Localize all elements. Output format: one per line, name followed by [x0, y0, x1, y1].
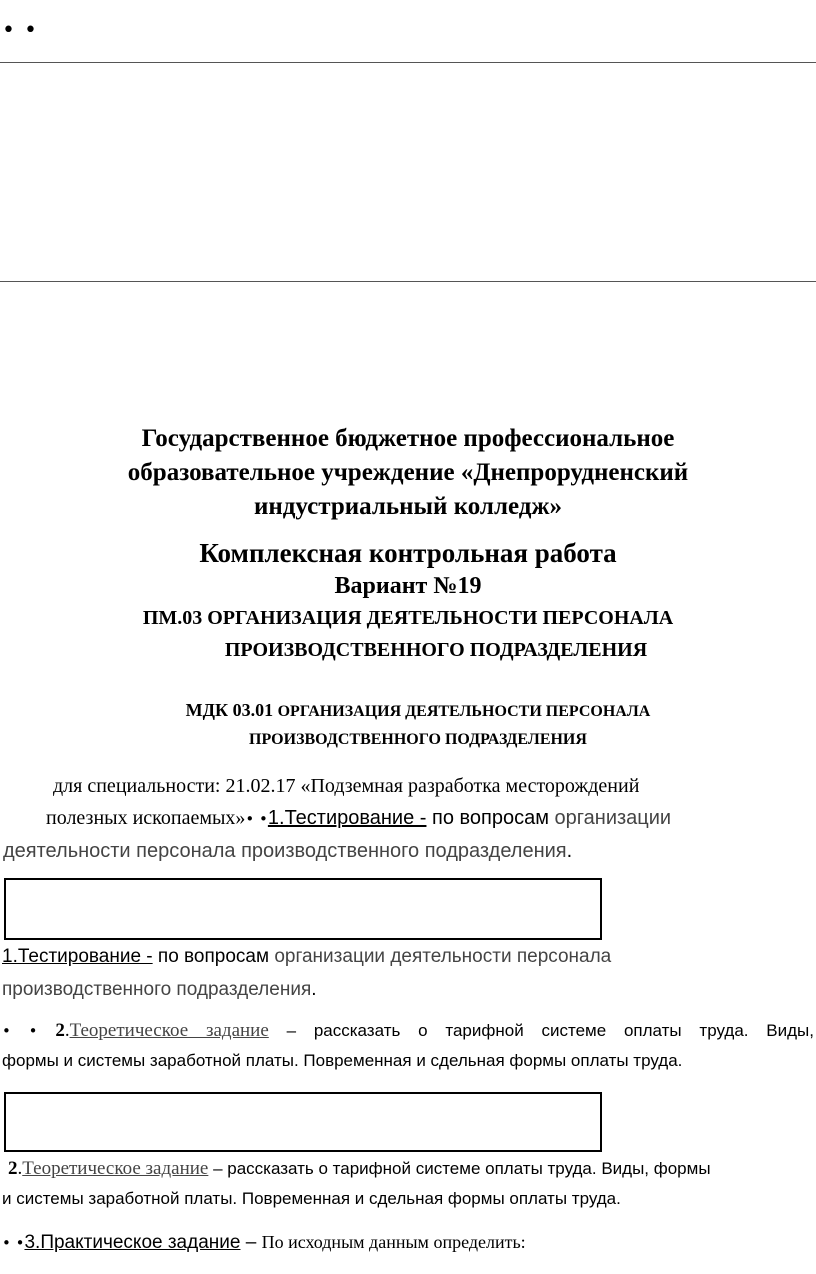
task2-text: рассказать о тарифной системе оплаты труда. Виды, — [313, 1021, 815, 1040]
period: . — [311, 979, 317, 1000]
task2-text: рассказать о тарифной системе оплаты труда. Виды, формы — [227, 1159, 711, 1178]
answer-box-2[interactable] — [4, 1092, 602, 1152]
specialty-block — [0, 770, 816, 867]
institution-line: индустриальный колледж» — [253, 493, 563, 520]
task1-repeat — [2, 940, 814, 1006]
module-title — [0, 602, 816, 666]
task1-text: по вопросам — [426, 807, 549, 829]
header-bullets: • • — [2, 18, 38, 43]
bullets: • • — [2, 1022, 38, 1040]
task2-label: Теоретическое задание — [22, 1158, 209, 1179]
mdk-name: ОРГАНИЗАЦИЯ ДЕЯТЕЛЬНОСТИ ПЕРСОНАЛА — [277, 703, 651, 720]
mdk-name-line2: ПРОИЗВОДСТВЕННОГО ПОДРАЗДЕЛЕНИЯ — [249, 731, 587, 748]
task2-number: 2 — [55, 1020, 65, 1041]
task1-label: 1.Тестирование - — [267, 807, 427, 829]
task1-text: производственного подразделения — [2, 979, 312, 1000]
mdk-title — [20, 696, 816, 754]
top-divider — [0, 62, 816, 63]
institution-name — [0, 422, 816, 524]
bullets: • • — [245, 810, 268, 828]
second-divider — [0, 281, 816, 282]
specialty-line: для специальности: 21.02.17 «Подземная разработка месторождений — [53, 775, 640, 797]
task2-repeat: 2.Теоретическое задание – рассказать о тарифной системе оплаты труда. Виды, формы и системы заработной платы. Повременная и сдельная формы оплаты труда. — [8, 1154, 814, 1214]
specialty-text: полезных ископаемых» — [46, 807, 246, 829]
task3 — [2, 1226, 814, 1259]
module-title-line: ПМ.03 ОРГАНИЗАЦИЯ ДЕЯТЕЛЬНОСТИ ПЕРСОНАЛА — [142, 607, 674, 629]
specialty-line-2 — [0, 802, 816, 835]
task3-text: По исходным данным определить: — [261, 1232, 526, 1252]
task1-text: организации — [549, 807, 672, 829]
bullets: • • — [2, 1234, 25, 1252]
task1-text: организации деятельности персонала — [269, 946, 612, 967]
task2-number: 2 — [8, 1158, 18, 1179]
answer-box-1[interactable] — [4, 878, 602, 940]
module-title-line: ПРОИЗВОДСТВЕННОГО ПОДРАЗДЕЛЕНИЯ — [224, 639, 648, 661]
dash: – — [268, 1021, 314, 1040]
variant-number: Вариант №19 — [334, 573, 482, 599]
mdk-code: МДК 03.01 — [185, 700, 274, 720]
dash: – — [208, 1159, 228, 1178]
task1-text-line — [0, 835, 816, 867]
period: . — [566, 840, 573, 862]
task2-text: формы и системы заработной платы. Повременная и сдельная формы оплаты труда. — [2, 1051, 683, 1070]
task1-text: по вопросам — [152, 946, 270, 967]
task1-text: деятельности персонала производственного подразделения — [3, 840, 567, 862]
task2: • • 2.Теоретическое задание – рассказать о тарифной системе оплаты труда. Виды, формы и системы заработной платы. Повременная и сдельная формы оплаты труда. — [2, 1016, 814, 1076]
task3-label: 3.Практическое задание — [24, 1232, 241, 1253]
task2-text: и системы заработной платы. Повременная и сдельная формы оплаты труда. — [2, 1189, 621, 1208]
work-type-title: Комплексная контрольная работа — [199, 538, 617, 568]
dash: – — [240, 1232, 262, 1253]
task1-label: 1.Тестирование - — [2, 946, 153, 967]
task2-label: Теоретическое задание — [69, 1020, 269, 1041]
institution-line: Государственное бюджетное профессиональное — [141, 425, 675, 452]
institution-line: образовательное учреждение «Днепрорудненский — [127, 459, 689, 486]
